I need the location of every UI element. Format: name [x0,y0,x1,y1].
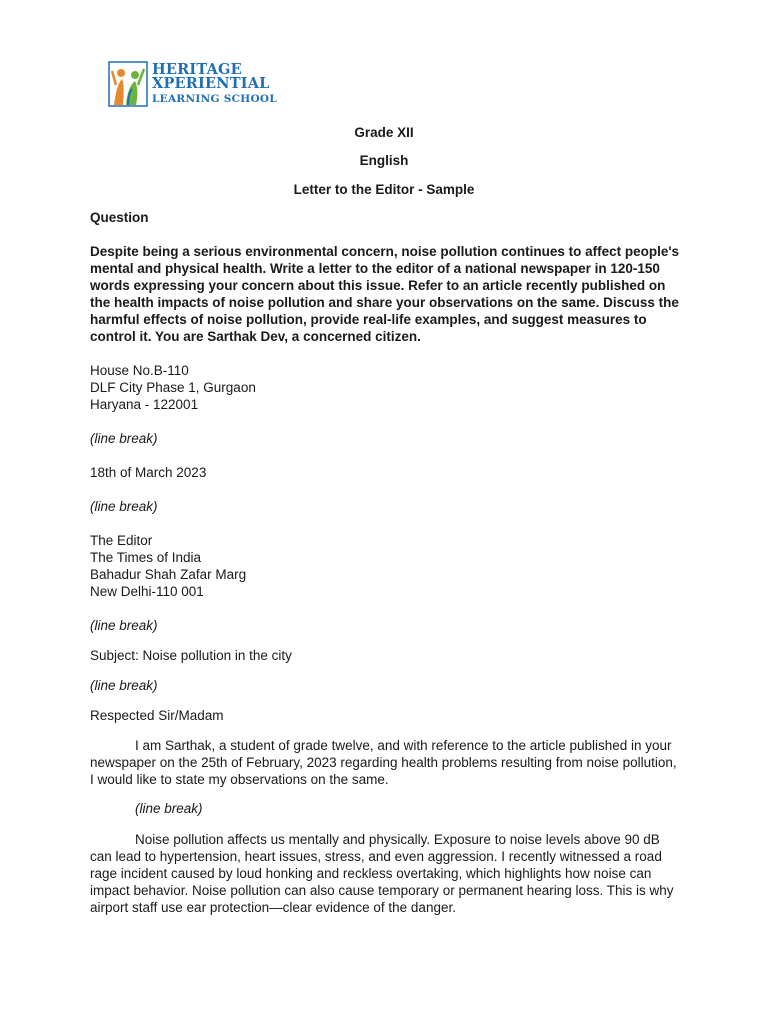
receiver-address-line-3: Bahadur Shah Zafar Marg [90,567,247,582]
letter-subject: Subject: Noise pollution in the city [90,648,292,663]
sender-address-line-1: House No.B-110 [90,363,189,378]
logo-line-3: LEARNING SCHOOL [152,92,278,105]
subject-heading: English [359,153,409,168]
letter-date: 18th of March 2023 [90,465,207,480]
question-text: Despite being a serious environmental concern, noise pollution continues to affect people's mental and physical health. Write a letter to the editor of a national newspaper in 120-150 words expressing your concern about this issue. Refer to an article recently published on the health impacts of noise pollution and share your observations on the same. Discuss the harmful effects of noise pollution, provide real-life examples, and suggest measures to control it. You are Sarthak Dev, a concerned citizen. [90,244,680,344]
body-paragraph-2: Noise pollution affects us mentally and physically. Exposure to noise levels above 90 dB can lead to hypertension, heart issues, stress, and even aggression. I recently witnessed a road rage incident caused by loud honking and reckless overtaking, which highlights how noise can impact behavior. Noise pollution can also cause temporary or permanent hearing loss. This is why airport staff use ear protection—clear evidence of the danger. [90,832,674,915]
school-name [152,60,278,106]
sender-address-line-2: DLF City Phase 1, Gurgaon [90,380,256,395]
school-logo [108,60,288,108]
body-paragraph-1: I am Sarthak, a student of grade twelve, and with reference to the article published in your newspaper on the 25th of February, 2023 regarding health problems resulting from noise pollution, I would like to state my observations on the same. [90,738,677,787]
logo-line-1: HERITAGE [152,60,242,78]
sender-address-line-3: Haryana - 122001 [90,397,199,412]
logo-line-2: XPERIENTIAL [152,74,270,92]
receiver-address-line-4: New Delhi-110 001 [90,584,204,599]
line-break-marker: (line break) [90,678,158,693]
salutation: Respected Sir/Madam [90,708,224,723]
grade-heading: Grade XII [354,125,414,140]
receiver-address-line-1: The Editor [90,533,153,548]
document-title: Letter to the Editor - Sample [293,182,475,197]
line-break-marker: (line break) [90,618,158,633]
line-break-marker: (line break) [90,431,158,446]
line-break-marker: (line break) [135,801,203,816]
school-logo-icon [108,61,148,107]
line-break-marker: (line break) [90,499,158,514]
receiver-address-line-2: The Times of India [90,550,202,565]
question-label: Question [90,210,149,225]
